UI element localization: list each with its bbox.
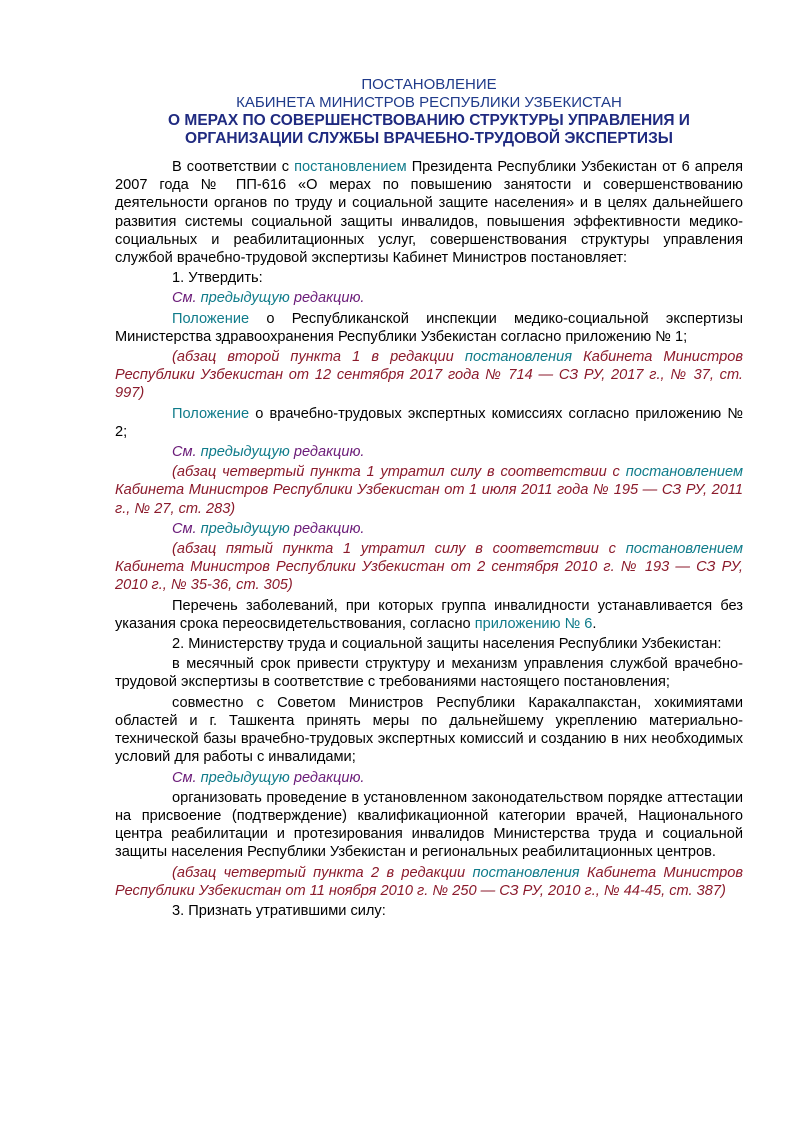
item-2-subparagraph-1: в месячный срок привести структуру и механизм управления службой врачебно-трудовой экспертизы в соответствие с требованиями настоящего постановления; [115,656,743,691]
item-2-subparagraph-2: совместно с Советом Министров Республики Каракалпакстан, хокимиятами областей и г. Ташкента принять меры по дальнейшему укреплению материально-технической базы врачебно-трудовых экспертных комиссий и созданию в них необходимых условий для работы с инвалидами; [115,694,743,766]
appendix-6-link[interactable]: приложению № 6 [474,615,593,632]
previous-edition-link[interactable]: предыдущую [200,290,290,307]
doc-type-title: ПОСТАНОВЛЕНИЕ [361,76,497,93]
amendment-link-4[interactable]: постановления [472,864,580,881]
document-header [115,76,743,148]
item-2-subparagraph-3: организовать проведение в установленном законодательством порядке аттестации на присвоение (подтверждение) квалификационной категории врачей, Национального центра реабилитации и протезирования инвалидов Министерства труда и социальной защиты населения Республики Узбекистан и региональных реабилитационных центров. [115,789,743,861]
intro-paragraph: В соответствии с постановлением Президента Республики Узбекистан от 6 апреля 2007 года № ПП-616 «О мерах по повышению занятости и совершенствованию деятельности органов по труду и социальной защите населения» и в целях дальнейшего развития системы социальной защиты инвалидов, повышения эффективности медико-социальных и реабилитационных услуг, совершенствования структуры управления службой врачебно-трудовой экспертизы Кабинет Министров постановляет: [115,159,743,267]
previous-edition-note: См. предыдущую редакцию. [172,520,365,537]
amendment-note-2: (абзац четвертый пункта 1 утратил силу в соответствии с постановлением Кабинета Министров Республики Узбекистан от 1 июля 2011 года № 195 — СЗ РУ, 2011 г., № 27, ст. 283) [115,464,743,517]
amendment-link-1[interactable]: постановления [464,349,573,366]
disease-list-paragraph: Перечень заболеваний, при которых группа инвалидности устанавливается без указания срока переосвидетельствования, согласно приложению № 6. [115,597,743,632]
subject-title-line2: ОРГАНИЗАЦИИ СЛУЖБЫ ВРАЧЕБНО-ТРУДОВОЙ ЭКСПЕРТИЗЫ [185,130,673,147]
item-1-heading: 1. Утвердить: [172,270,263,287]
issuer-title: КАБИНЕТА МИНИСТРОВ РЕСПУБЛИКИ УЗБЕКИСТАН [236,94,622,111]
previous-edition-note: См. предыдущую редакцию. [172,444,365,461]
amendment-link-3[interactable]: постановлением [625,541,743,558]
amendment-note-4: (абзац четвертый пункта 2 в редакции постановления Кабинета Министров Республики Узбекистан от 11 ноября 2010 г. № 250 — СЗ РУ, 2010 г., № 44-45, ст. 387) [115,864,743,899]
regulation-paragraph-2: Положение о врачебно-трудовых экспертных комиссиях согласно приложению № 2; [115,405,743,440]
decree-link[interactable]: постановлением [294,159,407,175]
item-2-heading: 2. Министерству труда и социальной защиты населения Республики Узбекистан: [172,636,722,653]
previous-edition-link[interactable]: предыдущую [200,769,290,786]
previous-edition-note: См. предыдущую редакцию. [172,769,365,786]
previous-edition-note: См. предыдущую редакцию. [172,290,365,307]
item-3-heading: 3. Признать утратившими силу: [172,902,386,919]
regulation-link-1[interactable]: Положение [172,310,250,327]
amendment-link-2[interactable]: постановлением [625,464,743,481]
subject-title-line1: О МЕРАХ ПО СОВЕРШЕНСТВОВАНИЮ СТРУКТУРЫ УПРАВЛЕНИЯ И [168,112,690,129]
document-page [115,76,743,922]
previous-edition-link[interactable]: предыдущую [200,520,290,537]
previous-edition-link[interactable]: предыдущую [200,444,290,461]
amendment-note-1: (абзац второй пункта 1 в редакции постановления Кабинета Министров Республики Узбекистан от 12 сентября 2017 года № 714 — СЗ РУ, 2017 г., № 37, ст. 997) [115,349,743,402]
regulation-link-2[interactable]: Положение [172,405,250,422]
regulation-paragraph-1: Положение о Республиканской инспекции медико-социальной экспертизы Министерства здравоохранения Республики Узбекистан согласно приложению № 1; [115,310,743,345]
amendment-note-3: (абзац пятый пункта 1 утратил силу в соответствии с постановлением Кабинета Министров Республики Узбекистан от 2 сентября 2010 г. № 193 — СЗ РУ, 2010 г., № 35-36, ст. 305) [115,541,743,594]
